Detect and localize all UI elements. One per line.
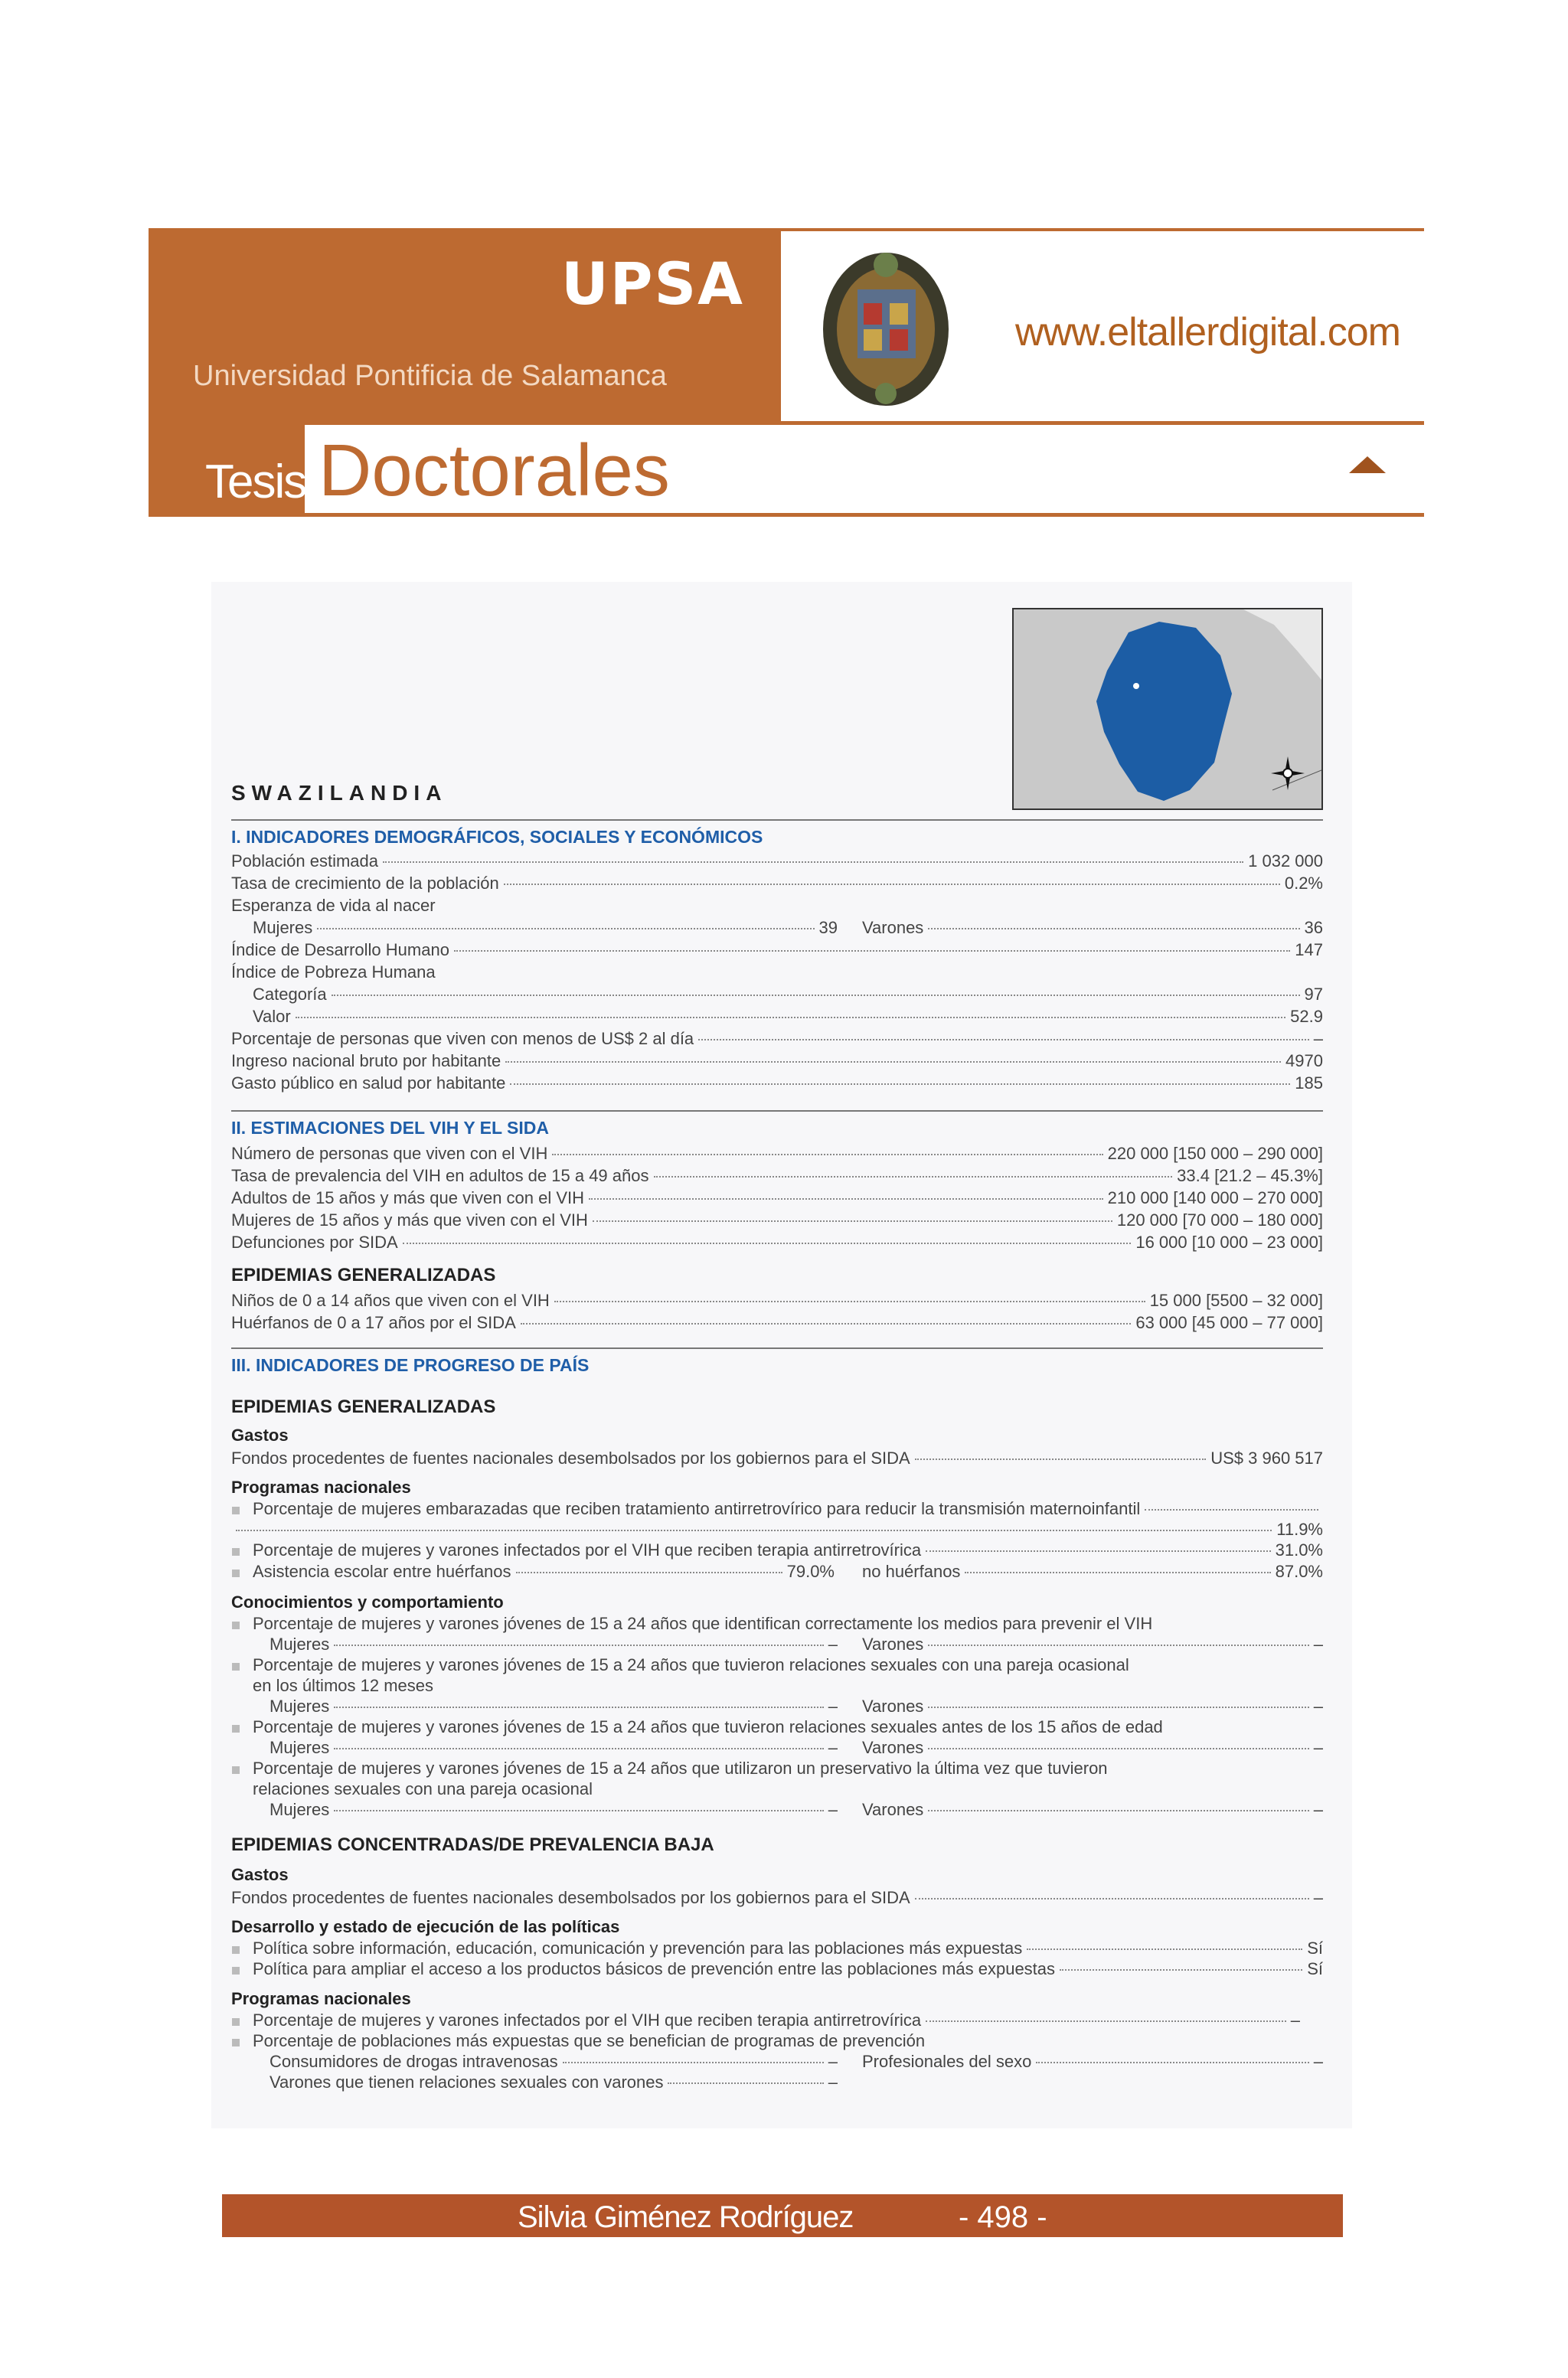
bullet-icon (232, 1967, 240, 1975)
row-valor: Valor 52.9 (253, 1007, 1323, 1026)
programas-heading: Programas nacionales (231, 1478, 411, 1497)
header-brand-block (149, 228, 781, 423)
bullet-icon (232, 1622, 240, 1629)
gastos-heading: Gastos (231, 1426, 289, 1445)
row-adultos-vih: Adultos de 15 años y más que viven con el VIH 210 000 [140 000 – 270 000] (231, 1188, 1323, 1207)
esperanza-label: Esperanza de vida al nacer (231, 896, 436, 915)
triangle-up-icon[interactable] (1349, 456, 1386, 473)
footer-author: Silvia Giménez Rodríguez (518, 2200, 854, 2234)
header-top-rule (781, 228, 1424, 231)
section-divider (231, 819, 1323, 821)
bullet-icon (232, 1946, 240, 1954)
row-defunciones: Defunciones por SIDA 16 000 [10 000 – 23 000] (231, 1233, 1323, 1252)
upsa-logo-text: UPSA (561, 250, 744, 318)
row-profesionales-sexo: Profesionales del sexo – (862, 2052, 1323, 2071)
country-map (1012, 608, 1323, 810)
row-gasto-salud: Gasto público en salud por habitante 185 (231, 1073, 1323, 1093)
gastos-heading-2: Gastos (231, 1865, 289, 1884)
row-fondos: Fondos procedentes de fuentes nacionales desembolsados por los gobiernos para el SIDA US$ 3 960 517 (231, 1449, 1323, 1468)
country-title: SWAZILANDIA (231, 781, 448, 805)
section-divider (231, 1347, 1323, 1349)
row-idh: Índice de Desarrollo Humano 147 (231, 940, 1323, 959)
epidemias-generalizadas-heading: EPIDEMIAS GENERALIZADAS (231, 1265, 496, 1285)
row-c4-varones: Varones – (862, 1800, 1323, 1819)
row-huerfanos: Huérfanos de 0 a 17 años por el SIDA 63 000 [45 000 – 77 000] (231, 1313, 1323, 1332)
bullet-icon (232, 2039, 240, 2046)
row-c4-mujeres: Mujeres – (270, 1800, 838, 1819)
c2-text: Porcentaje de mujeres y varones jóvenes de 15 a 24 años que tuvieron relaciones sexuales con una pareja ocasional (253, 1655, 1129, 1674)
bullet-icon (232, 1548, 240, 1556)
row-embarazadas: Porcentaje de mujeres embarazadas que reciben tratamiento antirretrovírico para reducir la transmisión maternoinfantil (253, 1499, 1323, 1519)
section-3-title: III. INDICADORES DE PROGRESO DE PAÍS (231, 1355, 590, 1375)
row-hsh: Varones que tienen relaciones sexuales con varones – (270, 2073, 838, 2092)
row-esperanza-varones: Varones 36 (862, 918, 1323, 937)
row-terapia: Porcentaje de mujeres y varones infectados por el VIH que reciben terapia antirretrovírica 31.0% (253, 1540, 1323, 1560)
row-politica-2: Política para ampliar el acceso a los productos básicos de prevención entre las poblaciones más expuestas Sí (253, 1959, 1323, 1978)
desarrollo-heading: Desarrollo y estado de ejecución de las políticas (231, 1917, 620, 1936)
row-embarazadas-value: 11.9% (231, 1520, 1323, 1540)
section-1-title: I. INDICADORES DEMOGRÁFICOS, SOCIALES Y ECONÓMICOS (231, 827, 763, 847)
row-politica-1: Política sobre información, educación, comunicación y prevención para las poblaciones más expuestas Sí (253, 1939, 1323, 1958)
conocimientos-heading: Conocimientos y comportamiento (231, 1592, 504, 1612)
epidemias-concentradas-heading: EPIDEMIAS CONCENTRADAS/DE PREVALENCIA BAJA (231, 1834, 714, 1855)
tesis-label: Tesis (205, 456, 306, 508)
bullet-icon (232, 2018, 240, 2026)
website-link[interactable]: www.eltallerdigital.com (1015, 310, 1400, 354)
row-fondos-2: Fondos procedentes de fuentes nacionales desembolsados por los gobiernos para el SIDA – (231, 1888, 1323, 1907)
row-esperanza-mujeres: Mujeres 39 (253, 918, 838, 937)
row-terapia-2: Porcentaje de mujeres y varones infectados por el VIH que reciben terapia antirretrovírica – (253, 2011, 1300, 2030)
bullet-icon (232, 1766, 240, 1774)
programas-heading-2: Programas nacionales (231, 1989, 411, 2008)
doctorales-title: Doctorales (318, 430, 670, 511)
university-crest-icon (813, 243, 959, 412)
row-prevalencia: Tasa de prevalencia del VIH en adultos de 15 a 49 años 33.4 [21.2 – 45.3%] (231, 1166, 1323, 1185)
row-drogas: Consumidores de drogas intravenosas – (270, 2052, 838, 2071)
row-categoria: Categoría 97 (253, 985, 1323, 1004)
bullet-icon (232, 1570, 240, 1577)
row-c1-mujeres: Mujeres – (270, 1635, 838, 1654)
row-tasa-crecimiento: Tasa de crecimiento de la población 0.2% (231, 874, 1323, 893)
row-mujeres-vih: Mujeres de 15 años y más que viven con el VIH 120 000 [70 000 – 180 000] (231, 1210, 1323, 1230)
row-pobreza-2usd: Porcentaje de personas que viven con menos de US$ 2 al día – (231, 1029, 1323, 1048)
row-c3-mujeres: Mujeres – (270, 1738, 838, 1757)
c2-text-2: en los últimos 12 meses (253, 1676, 433, 1695)
footer-bar (222, 2194, 1343, 2237)
iph-label: Índice de Pobreza Humana (231, 962, 436, 982)
row-personas-vih: Número de personas que viven con el VIH 220 000 [150 000 – 290 000] (231, 1144, 1323, 1163)
row-ninos-vih: Niños de 0 a 14 años que viven con el VIH 15 000 [5500 – 32 000] (231, 1291, 1323, 1310)
section-2-title: II. ESTIMACIONES DEL VIH Y EL SIDA (231, 1118, 549, 1138)
row-asistencia-huerfanos: Asistencia escolar entre huérfanos 79.0% (253, 1562, 835, 1581)
c1-text: Porcentaje de mujeres y varones jóvenes de 15 a 24 años que identifican correctamente los medios para prevenir el VIH (253, 1614, 1153, 1633)
row-ingreso: Ingreso nacional bruto por habitante 4970 (231, 1051, 1323, 1070)
c4-text: Porcentaje de mujeres y varones jóvenes de 15 a 24 años que utilizaron un preservativo la última vez que tuvieron (253, 1759, 1108, 1778)
bullet-icon (232, 1507, 240, 1514)
c3-text: Porcentaje de mujeres y varones jóvenes de 15 a 24 años que tuvieron relaciones sexuales antes de los 15 años de edad (253, 1717, 1163, 1736)
bullet-icon (232, 1663, 240, 1671)
university-name: Universidad Pontificia de Salamanca (193, 360, 667, 392)
header-bottom-rule (149, 513, 1424, 517)
c4-text-2: relaciones sexuales con una pareja ocasional (253, 1779, 593, 1798)
section-divider (231, 1110, 1323, 1112)
row-c3-varones: Varones – (862, 1738, 1323, 1757)
row-asistencia-no-huerfanos: no huérfanos 87.0% (862, 1562, 1323, 1581)
bullet-icon (232, 1725, 240, 1733)
tesis-tab (149, 423, 305, 514)
q2-text: Porcentaje de poblaciones más expuestas que se benefician de programas de prevención (253, 2031, 926, 2050)
header-mid-rule (149, 421, 1424, 425)
footer-page-number: - 498 - (959, 2200, 1047, 2234)
row-c1-varones: Varones – (862, 1635, 1323, 1654)
epidemias-generalizadas-heading-2: EPIDEMIAS GENERALIZADAS (231, 1396, 496, 1417)
row-poblacion: Población estimada 1 032 000 (231, 851, 1323, 871)
row-c2-mujeres: Mujeres – (270, 1697, 838, 1716)
row-c2-varones: Varones – (862, 1697, 1323, 1716)
swaziland-map-icon (1014, 609, 1321, 808)
